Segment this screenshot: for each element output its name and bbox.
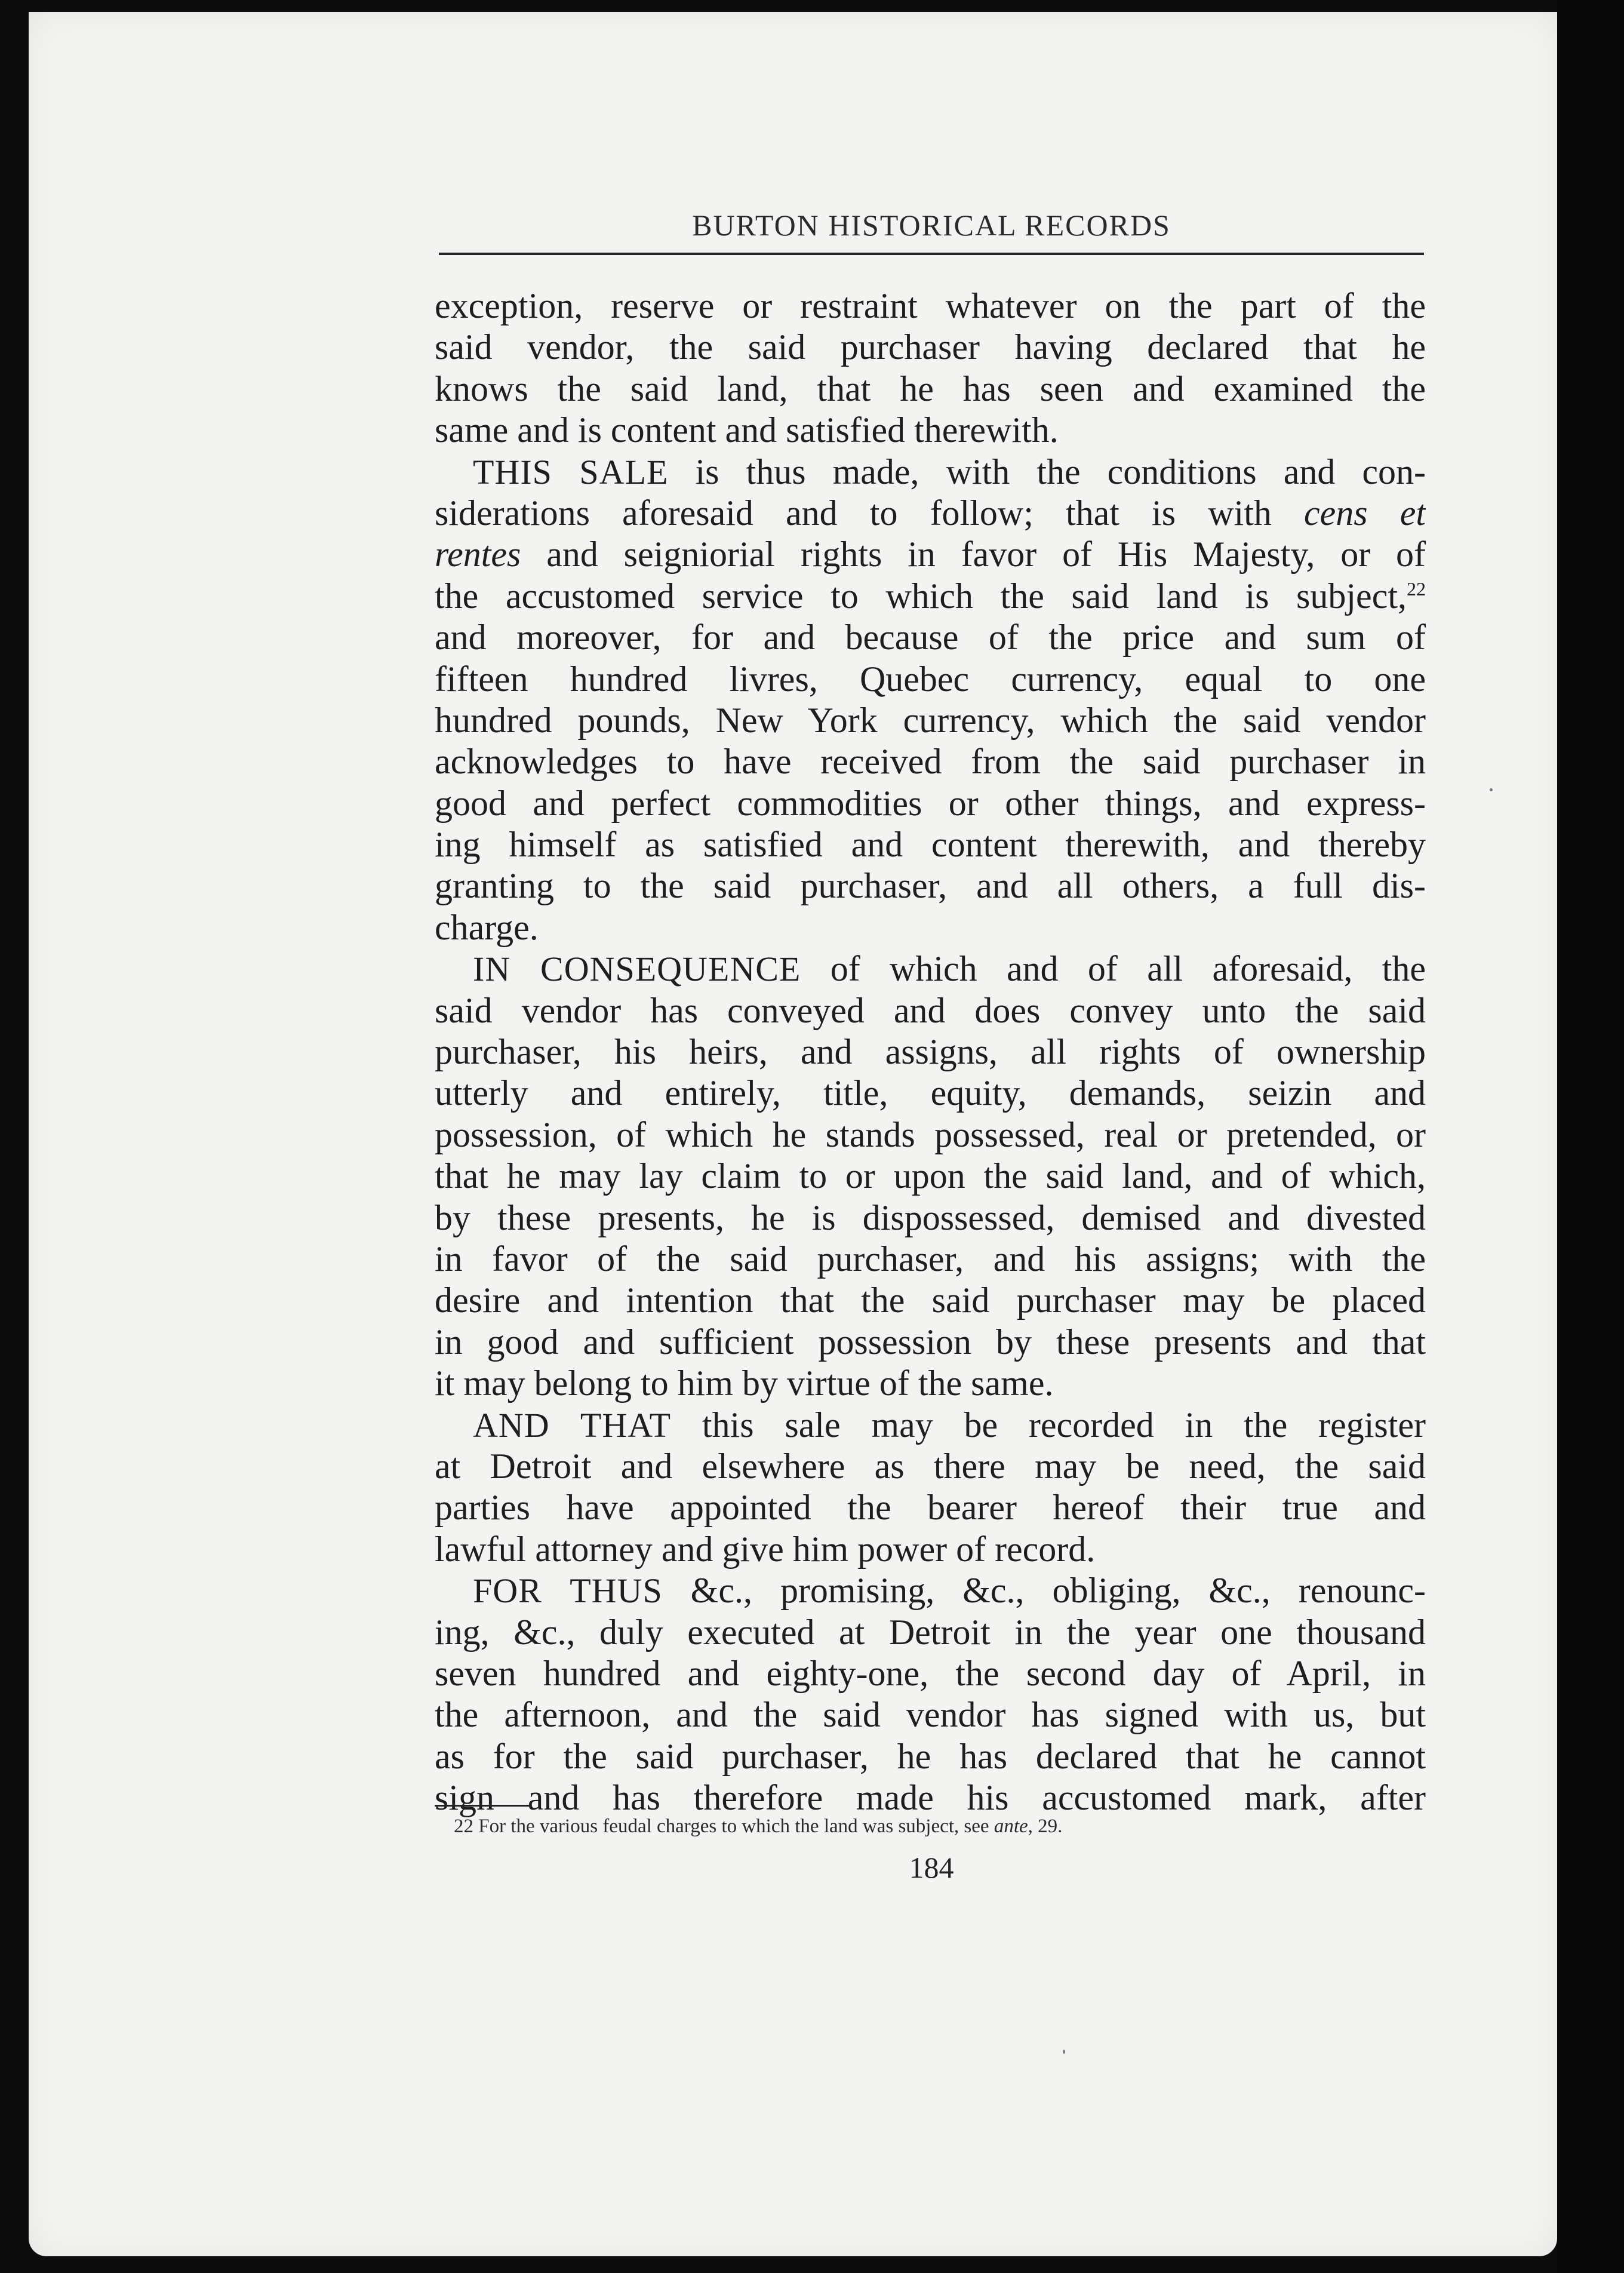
text-line: seven hundred and eighty-one, the second day of April, in xyxy=(435,1653,1426,1693)
text-line: hundred pounds, New York currency, which the said vendor xyxy=(435,700,1426,740)
text-line: the afternoon, and the said vendor has signed with us, but xyxy=(435,1695,1426,1735)
text-line: charge. xyxy=(435,907,539,947)
paragraph-for-thus xyxy=(435,1570,1426,1611)
text-line: parties have appointed the bearer hereof their true and xyxy=(435,1488,1426,1528)
text-line: said vendor, the said purchaser having declared that he xyxy=(435,327,1426,367)
paragraph-in-consequence xyxy=(435,948,1426,990)
paragraph-this-sale xyxy=(435,451,1426,493)
text-fragment: &c., promising, &c., obliging, &c., renounc- xyxy=(662,1571,1426,1611)
text-line: it may belong to him by virtue of the same. xyxy=(435,1363,1054,1403)
footnote-reference: 22 xyxy=(1407,578,1426,600)
text-line: purchaser, his heirs, and assigns, all rights of ownership xyxy=(435,1032,1426,1072)
page-number: 184 xyxy=(909,1851,954,1884)
text-line: that he may lay claim to or upon the said land, and of which, xyxy=(435,1156,1426,1196)
footnote-italic: ante xyxy=(994,1816,1028,1837)
text-line xyxy=(435,493,1426,534)
text-line: at Detroit and elsewhere as there may be need, the said xyxy=(435,1446,1426,1486)
text-fragment: siderations aforesaid and to follow; that is with xyxy=(435,493,1304,533)
text-fragment: and seigniorial rights in favor of His Majesty, or of xyxy=(521,535,1426,575)
text-line: same and is content and satisfied therewith. xyxy=(435,410,1059,450)
paragraph-lead: FOR THUS xyxy=(473,1571,663,1611)
text-fragment: is thus made, with the conditions and con- xyxy=(668,451,1426,492)
text-line: granting to the said purchaser, and all others, a full dis- xyxy=(435,866,1426,906)
italic-term: cens et xyxy=(1303,493,1426,533)
text-line: utterly and entirely, title, equity, demands, seizin and xyxy=(435,1073,1426,1113)
footnote-number: 22 xyxy=(454,1816,473,1837)
header-rule xyxy=(439,253,1424,255)
paragraph-lead: AND THAT xyxy=(473,1405,672,1445)
text-fragment: the accustomed service to which the said land is subject, xyxy=(435,576,1407,616)
paragraph-lead: IN CONSEQUENCE xyxy=(473,950,801,989)
text-line: lawful attorney and give him power of record. xyxy=(435,1529,1096,1569)
body-text xyxy=(435,285,1426,1819)
text-line: acknowledges to have received from the said purchaser in xyxy=(435,742,1426,782)
footnote-text: , 29. xyxy=(1028,1816,1063,1837)
paper-speck xyxy=(1063,2050,1065,2054)
text-line: in good and sufficient possession by these presents and that xyxy=(435,1322,1426,1362)
footnote xyxy=(454,1816,1062,1838)
text-line: fifteen hundred livres, Quebec currency, equal to one xyxy=(435,659,1426,699)
text-fragment: this sale may be recorded in the register xyxy=(671,1405,1426,1445)
text-line: said vendor has conveyed and does convey unto the said xyxy=(435,990,1426,1030)
text-line: ing himself as satisfied and content therewith, and thereby xyxy=(435,825,1426,865)
paper-speck xyxy=(1490,788,1493,791)
text-line: desire and intention that the said purchaser may be placed xyxy=(435,1280,1426,1320)
text-line: as for the said purchaser, he has declared that he cannot xyxy=(435,1736,1426,1776)
text-line: by these presents, he is dispossessed, demised and divested xyxy=(435,1197,1426,1237)
text-line: in favor of the said purchaser, and his assigns; with the xyxy=(435,1239,1426,1279)
running-header: BURTON HISTORICAL RECORDS xyxy=(692,208,1171,242)
italic-term: rentes xyxy=(435,535,521,575)
text-line: possession, of which he stands possessed, real or pretended, or xyxy=(435,1114,1426,1154)
text-line: and moreover, for and because of the price and sum of xyxy=(435,618,1426,658)
footnote-text: For the various feudal charges to which the land was subject, see xyxy=(473,1816,994,1837)
text-fragment: of which and of all aforesaid, the xyxy=(801,949,1426,989)
paragraph-lead: THIS SALE xyxy=(473,452,669,492)
text-line: ing, &c., duly executed at Detroit in the year one thousand xyxy=(435,1612,1426,1652)
footnote-rule xyxy=(435,1805,530,1807)
text-line: sign and has therefore made his accustomed mark, after xyxy=(435,1778,1426,1818)
text-line: good and perfect commodities or other things, and express- xyxy=(435,783,1426,823)
scan-edge xyxy=(1557,0,1624,2273)
text-line xyxy=(435,534,1426,575)
text-line: knows the said land, that he has seen and examined the xyxy=(435,368,1426,408)
text-line: exception, reserve or restraint whatever on the part of the xyxy=(435,286,1426,325)
text-line xyxy=(435,576,1426,617)
paragraph-and-that xyxy=(435,1405,1426,1446)
